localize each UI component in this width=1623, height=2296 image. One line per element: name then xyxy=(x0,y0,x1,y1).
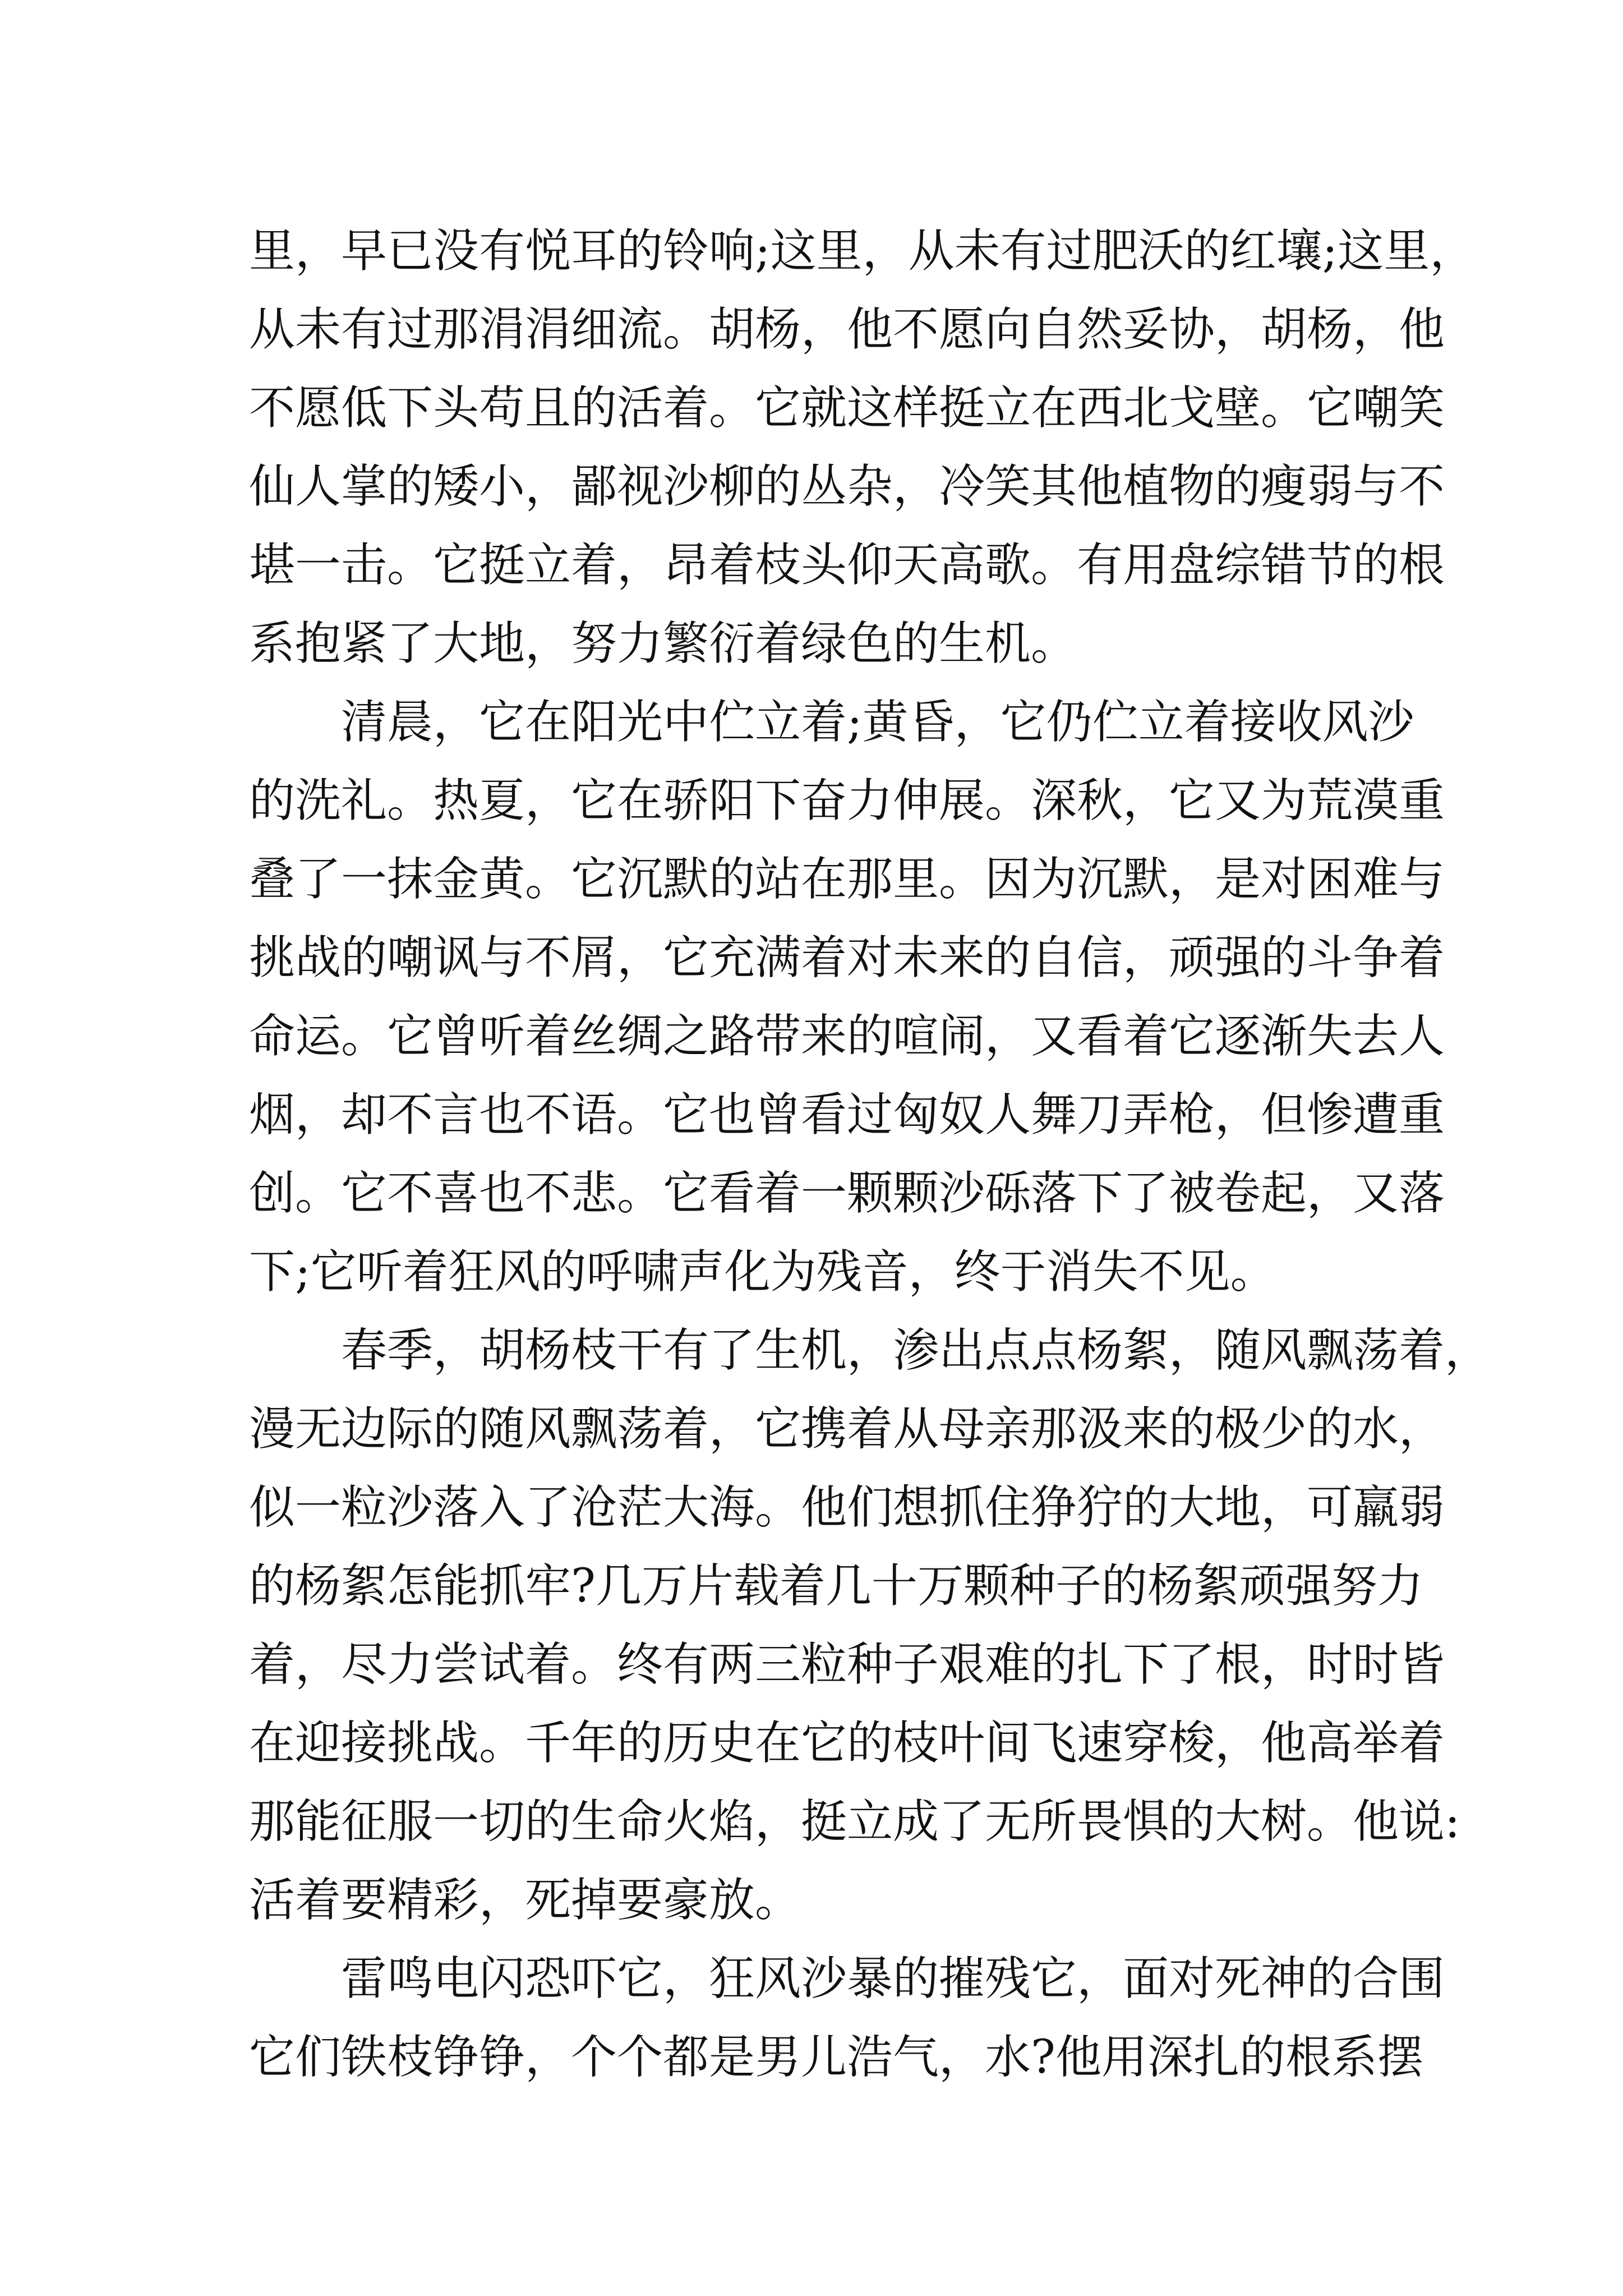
document-body xyxy=(249,212,1491,2097)
text-line: 里，早已没有悦耳的铃响;这里，从未有过肥沃的红壤;这里， xyxy=(249,224,1476,278)
text-line: 的杨絮怎能抓牢?几万片载着几十万颗种子的杨絮顽强努力 xyxy=(249,1559,1423,1613)
text-line: 的洗礼。热夏，它在骄阳下奋力伸展。深秋，它又为荒漠重 xyxy=(249,774,1445,827)
text-line: 活着要精彩，死掉要豪放。 xyxy=(249,1874,801,1927)
text-line: 它们铁枝铮铮，个个都是男儿浩气，水?他用深扎的根系摆 xyxy=(249,2031,1423,2084)
paragraph-1 xyxy=(249,212,1476,683)
text-line: 春季，胡杨枝干有了生机，渗出点点杨絮，随风飘荡着， xyxy=(341,1324,1491,1377)
text-line: 那能征服一切的生命火焰，挺立成了无所畏惧的大树。他说: xyxy=(249,1795,1460,1848)
text-line: 系抱紧了大地，努力繁衍着绿色的生机。 xyxy=(249,617,1077,670)
paragraph-3 xyxy=(249,1312,1491,1940)
text-line: 在迎接挑战。千年的历史在它的枝叶间飞速穿梭，他高举着 xyxy=(249,1717,1445,1770)
text-line: 创。它不喜也不悲。它看着一颗颗沙砾落下了被卷起，又落 xyxy=(249,1167,1445,1220)
paragraph-4 xyxy=(249,1940,1445,2097)
text-line: 仙人掌的矮小，鄙视沙柳的丛杂，冷笑其他植物的瘦弱与不 xyxy=(249,460,1445,513)
text-line: 着，尽力尝试着。终有两三粒种子艰难的扎下了根，时时皆 xyxy=(249,1638,1445,1691)
text-line: 清晨，它在阳光中伫立着;黄昏，它仍伫立着接收风沙 xyxy=(341,696,1414,749)
paragraph-2 xyxy=(249,683,1445,1312)
text-line: 下;它听着狂风的呼啸声化为残音，终于消失不见。 xyxy=(249,1245,1276,1299)
text-line: 叠了一抹金黄。它沉默的站在那里。因为沉默，是对困难与 xyxy=(249,853,1445,906)
text-line: 命运。它曾听着丝绸之路带来的喧闹，又看着它逐渐失去人 xyxy=(249,1010,1445,1063)
text-line: 烟，却不言也不语。它也曾看过匈奴人舞刀弄枪，但惨遭重 xyxy=(249,1088,1445,1142)
text-line: 从未有过那涓涓细流。胡杨，他不愿向自然妥协，胡杨，他 xyxy=(249,303,1445,356)
text-line: 挑战的嘲讽与不屑，它充满着对未来的自信，顽强的斗争着 xyxy=(249,931,1445,984)
text-line: 雷鸣电闪恐吓它，狂风沙暴的摧残它，面对死神的合围 xyxy=(341,1952,1445,2005)
text-line: 似一粒沙落入了沧茫大海。他们想抓住狰狞的大地，可羸弱 xyxy=(249,1481,1445,1534)
text-line: 堪一击。它挺立着，昂着枝头仰天高歌。有用盘综错节的根 xyxy=(249,539,1445,592)
text-line: 漫无边际的随风飘荡着，它携着从母亲那汲来的极少的水， xyxy=(249,1402,1445,1456)
text-line: 不愿低下头苟且的活着。它就这样挺立在西北戈壁。它嘲笑 xyxy=(249,381,1445,435)
